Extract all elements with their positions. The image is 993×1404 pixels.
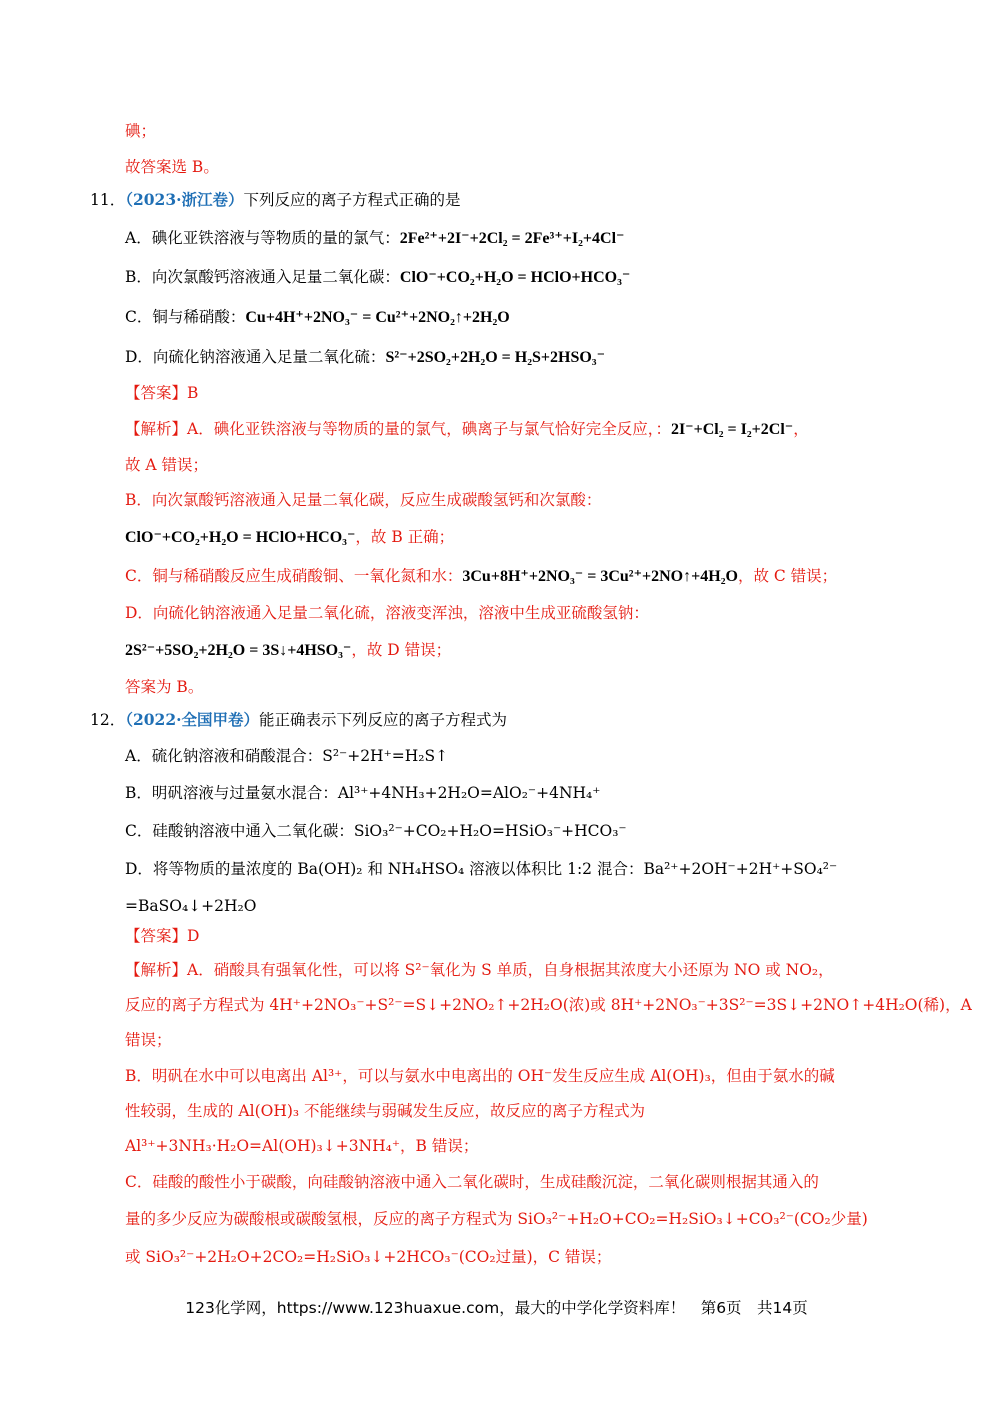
explanation-line: 【解析】A．硝酸具有强氧化性，可以将 S²⁻氧化为 S 单质，自身根据其浓度大小还原为 NO 或 NO₂，: [125, 961, 834, 979]
option-text: B．向次氯酸钙溶液通入足量二氧化碳：: [125, 268, 400, 286]
explanation-line: 碘；: [125, 122, 157, 140]
explanation-text: ，: [793, 420, 809, 438]
question-source: （2022·全国甲卷）: [125, 710, 260, 729]
explanation-line: D．向硫化钠溶液通入足量二氧化硫，溶液变浑浊，溶液中生成亚硫酸氢钠：: [125, 604, 649, 622]
explanation-line: [125, 639, 451, 662]
question-number: 11．: [90, 191, 126, 209]
question-11: [90, 189, 461, 211]
explanation-line: B．明矾在水中可以电离出 Al³⁺，可以与氨水中电离出的 OH⁻发生反应生成 Al(OH)₃，但由于氨水的碱: [125, 1067, 835, 1085]
explanation-text: 【解析】A．碘化亚铁溶液与等物质的量的氯气，碘离子与氯气恰好完全反应，：: [125, 420, 671, 438]
option-c: [125, 306, 510, 329]
option-text: D．向硫化钠溶液通入足量二氧化硫：: [125, 348, 386, 366]
equation: 2Fe²⁺+2I⁻+2Cl₂ = 2Fe³⁺+I₂+4Cl⁻: [399, 230, 625, 247]
option-text: A．碘化亚铁溶液与等物质的量的氯气：: [125, 229, 400, 247]
explanation-line: 或 SiO₃²⁻+2H₂O+2CO₂=H₂SiO₃↓+2HCO₃⁻(CO₂过量)，C 错误；: [125, 1248, 612, 1266]
equation: 2I⁻+Cl₂ = I₂+2Cl⁻: [670, 421, 794, 438]
explanation-line: 性较弱，生成的 Al(OH)₃ 不能继续与弱碱发生反应，故反应的离子方程式为: [125, 1102, 646, 1120]
option-a: [125, 227, 624, 250]
equation: S²⁻+2SO₂+2H₂O = H₂S+2HSO₃⁻: [385, 349, 606, 366]
explanation-line: C．硅酸的酸性小于碳酸，向硅酸钠溶液中通入二氧化碳时，生成硅酸沉淀，二氧化碳则根据其通入的: [125, 1173, 819, 1191]
option-c: C．硅酸钠溶液中通入二氧化碳：SiO₃²⁻+CO₂+H₂O=HSiO₃⁻+HCO₃⁻: [125, 822, 627, 840]
explanation-line: 反应的离子方程式为 4H⁺+2NO₃⁻+S²⁻=S↓+2NO₂↑+2H₂O(浓)或 8H⁺+2NO₃⁻+3S²⁻=3S↓+2NO↑+4H₂O(稀)，A: [125, 996, 972, 1014]
explanation-line: [125, 526, 454, 549]
option-d-continued: =BaSO₄↓+2H₂O: [125, 897, 257, 915]
question-stem: 能正确表示下列反应的离子方程式为: [259, 711, 508, 729]
question-stem: 下列反应的离子方程式正确的是: [243, 191, 461, 209]
explanation-text: ，故 D 错误；: [351, 641, 452, 659]
explanation-line: 故 A 错误；: [125, 456, 209, 474]
explanation-text: ，故 B 正确；: [355, 528, 455, 546]
option-d: [125, 346, 605, 369]
explanation-text: C．铜与稀硝酸反应生成硝酸铜、一氧化氮和水：: [125, 567, 463, 585]
option-a: A．硫化钠溶液和硝酸混合：S²⁻+2H⁺=H₂S↑: [125, 747, 449, 765]
page-footer: 123化学网，https://www.123huaxue.com，最大的中学化学资料库！ 第6页 共14页: [185, 1299, 808, 1317]
answer-label: 【答案】B: [125, 384, 199, 402]
equation: 2S²⁻+5SO₂+2H₂O = 3S↓+4HSO₃⁻: [125, 642, 352, 659]
explanation-line: Al³⁺+3NH₃·H₂O=Al(OH)₃↓+3NH₄⁺，B 错误；: [125, 1137, 479, 1155]
answer-label: 【答案】D: [125, 927, 200, 945]
question-source: （2023·浙江卷）: [125, 190, 244, 209]
question-number: 12．: [90, 711, 126, 729]
equation: ClO⁻+CO₂+H₂O = HClO+HCO₃⁻: [125, 529, 356, 546]
question-12: [90, 709, 507, 731]
option-text: C．铜与稀硝酸：: [125, 308, 246, 326]
answer-conclusion: 故答案选 B。: [125, 158, 219, 176]
option-b: [125, 266, 630, 289]
equation: ClO⁻+CO₂+H₂O = HClO+HCO₃⁻: [399, 269, 631, 286]
answer-conclusion: 答案为 B。: [125, 678, 204, 696]
explanation-text: ，故 C 错误；: [737, 567, 838, 585]
equation: Cu+4H⁺+2NO₃⁻ = Cu²⁺+2NO₂↑+2H₂O: [245, 309, 510, 326]
option-d: D．将等物质的量浓度的 Ba(OH)₂ 和 NH₄HSO₄ 溶液以体积比 1:2 混合：Ba²⁺+2OH⁻+2H⁺+SO₄²⁻: [125, 860, 838, 878]
explanation-line: B．向次氯酸钙溶液通入足量二氧化碳，反应生成碳酸氢钙和次氯酸：: [125, 491, 602, 509]
equation: 3Cu+8H⁺+2NO₃⁻ = 3Cu²⁺+2NO↑+4H₂O: [462, 568, 738, 585]
explanation-line: [125, 565, 837, 588]
explanation-line: 错误；: [125, 1031, 172, 1049]
explanation-line: 量的多少反应为碳酸根或碳酸氢根，反应的离子方程式为 SiO₃²⁻+H₂O+CO₂=H₂SiO₃↓+CO₃²⁻(CO₂少量): [125, 1210, 868, 1228]
option-b: B．明矾溶液与过量氨水混合：Al³⁺+4NH₃+2H₂O=AlO₂⁻+4NH₄⁺: [125, 784, 601, 802]
explanation-line: [125, 418, 809, 441]
